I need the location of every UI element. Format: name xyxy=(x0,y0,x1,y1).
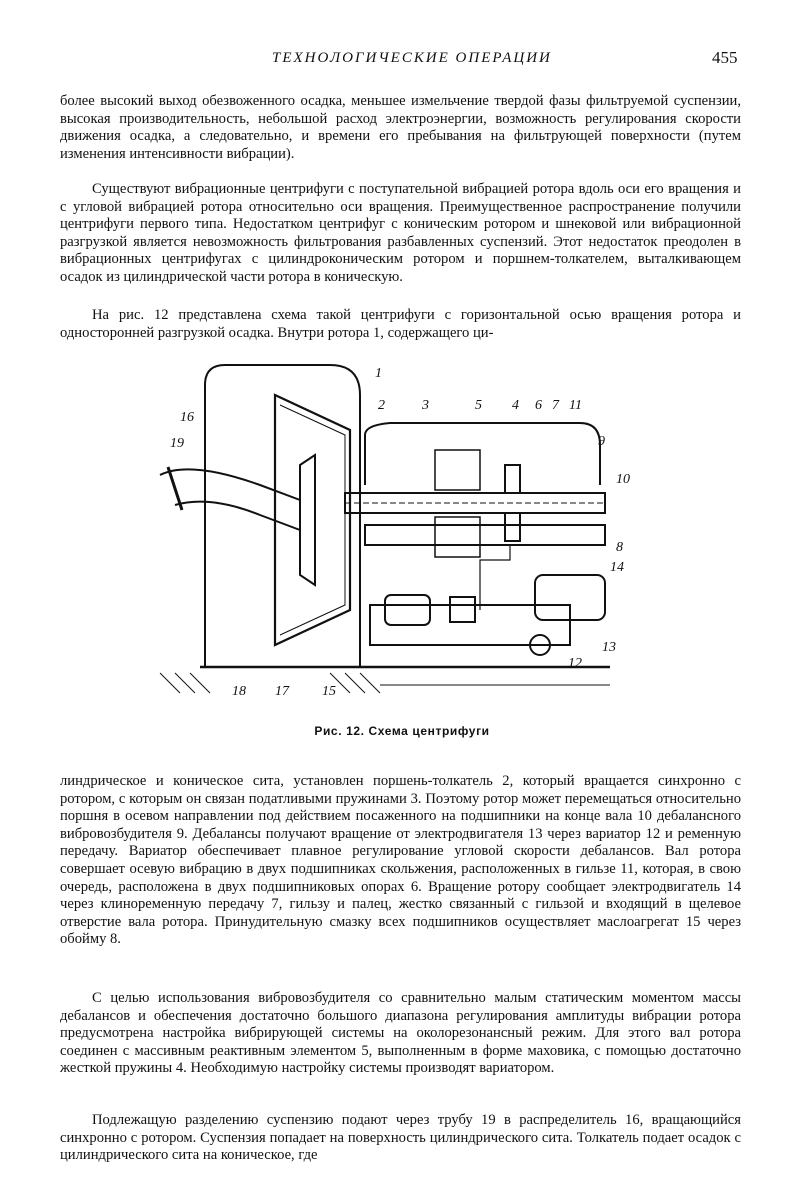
paragraph-4: линдрическое и коническое сита, установлен поршень-толкатель 2, который вращается синхронно с ротором, с которым он связан податливыми пружинами 3. Поэтому ротор может перемещаться относительно поршня в осевом направлении под действием посаженного на подшипники на конце вала 10 дебалансного вибровозбудителя 9. Дебалансы получают вращение от электродвигателя 13 через вариатор 12 и ременную передачу. Вариатор обеспечивает плавное регулирование угловой скорости дебалансов. Вал ротора совершает осевую вибрацию в двух подшипниках скольжения, расположенных в гильзе 11, которая, в свою очередь, расположена в двух подшипниковых опорах 6. Вращение ротору сообщает электродвигатель 14 через клиноременную передачу 7, гильзу и палец, жестко связанный с гильзой и входящий в щелевое отверстие вала ротора. Принудительную смазку всех подшипников осуществляет маслоагрегат 15 через обойму 8. xyxy=(60,773,741,948)
callout-5: 5 xyxy=(475,398,482,413)
centrifuge-diagram xyxy=(150,355,630,715)
paragraph-1: более высокий выход обезвоженного осадка, меньшее измельчение твердой фазы фильтруемой суспензии, высокая производительность, небольшой расход электроэнергии, возможность регулирования скорости движения осадка, а следовательно, и времени его пребывания на фильтрующей поверхности (путем изменения интенсивности вибрации). xyxy=(60,93,741,162)
callout-11: 11 xyxy=(569,398,582,413)
callout-7: 7 xyxy=(552,398,559,413)
running-header xyxy=(0,50,804,74)
callout-8: 8 xyxy=(616,540,623,555)
paragraph-6: Подлежащую разделению суспензию подают через трубу 19 в распределитель 16, вращающийся синхронно с ротором. Суспензия попадает на поверхность цилиндрического сита. Толкатель подает осадок с цилиндрического сита на коническое, где xyxy=(60,1112,741,1164)
ground-hatching xyxy=(160,673,610,693)
centrifuge-schematic xyxy=(150,355,630,715)
paragraph-5: С целью использования вибровозбудителя со сравнительно малым статическим моментом массы дебалансов и обеспечения достаточно большого диапазона регулирования амплитуды вибрации ротора предусмотрена настройка вибрирующей системы на околорезонансный режим. Для этого вал ротора соединен с массивным реактивным элементом 5, выполненным в форме маховика, с помощью достаточно жесткой пружины 4. Необходимую настройку системы производят вариатором. xyxy=(60,990,741,1077)
callout-17: 17 xyxy=(275,684,289,699)
callout-15: 15 xyxy=(322,684,336,699)
paragraph-3: На рис. 12 представлена схема такой центрифуги с горизонтальной осью вращения ротора и односторонней разгрузкой осадка. Внутри ротора 1, содержащего ци- xyxy=(60,307,741,341)
paragraph-2: Существуют вибрационные центрифуги с поступательной вибрацией ротора вдоль оси его вращения и с угловой вибрацией ротора относительно оси вращения. Преимущественное распространение получили центрифуги первого типа. Недостатком центрифуг с коническим ротором и шнековой или вибрационной разгрузкой является невозможность фильтрования разбавленных суспензий. Этот недостаток преодолен в вибрационных центрифугах с цилиндроконическим ротором и поршнем-толкателем, выталкивающем осадок из цилиндрической части ротора в коническую. xyxy=(60,181,741,285)
callout-12: 12 xyxy=(568,656,582,671)
callout-14: 14 xyxy=(610,560,624,575)
page-number: 455 xyxy=(712,48,738,67)
callout-16: 16 xyxy=(180,410,194,425)
callout-19: 19 xyxy=(170,436,184,451)
callout-10: 10 xyxy=(616,472,630,487)
callout-6: 6 xyxy=(535,398,542,413)
callout-18: 18 xyxy=(232,684,246,699)
callout-3: 3 xyxy=(422,398,429,413)
callout-4: 4 xyxy=(512,398,519,413)
callout-13: 13 xyxy=(602,640,616,655)
running-title: ТЕХНОЛОГИЧЕСКИЕ ОПЕРАЦИИ xyxy=(272,50,552,66)
diagram-drawing xyxy=(160,365,610,693)
callout-1: 1 xyxy=(375,366,382,381)
callout-2: 2 xyxy=(378,398,385,413)
callout-9: 9 xyxy=(598,434,605,449)
callouts xyxy=(170,366,630,699)
figure-caption: Рис. 12. Схема центрифуги xyxy=(314,724,490,738)
